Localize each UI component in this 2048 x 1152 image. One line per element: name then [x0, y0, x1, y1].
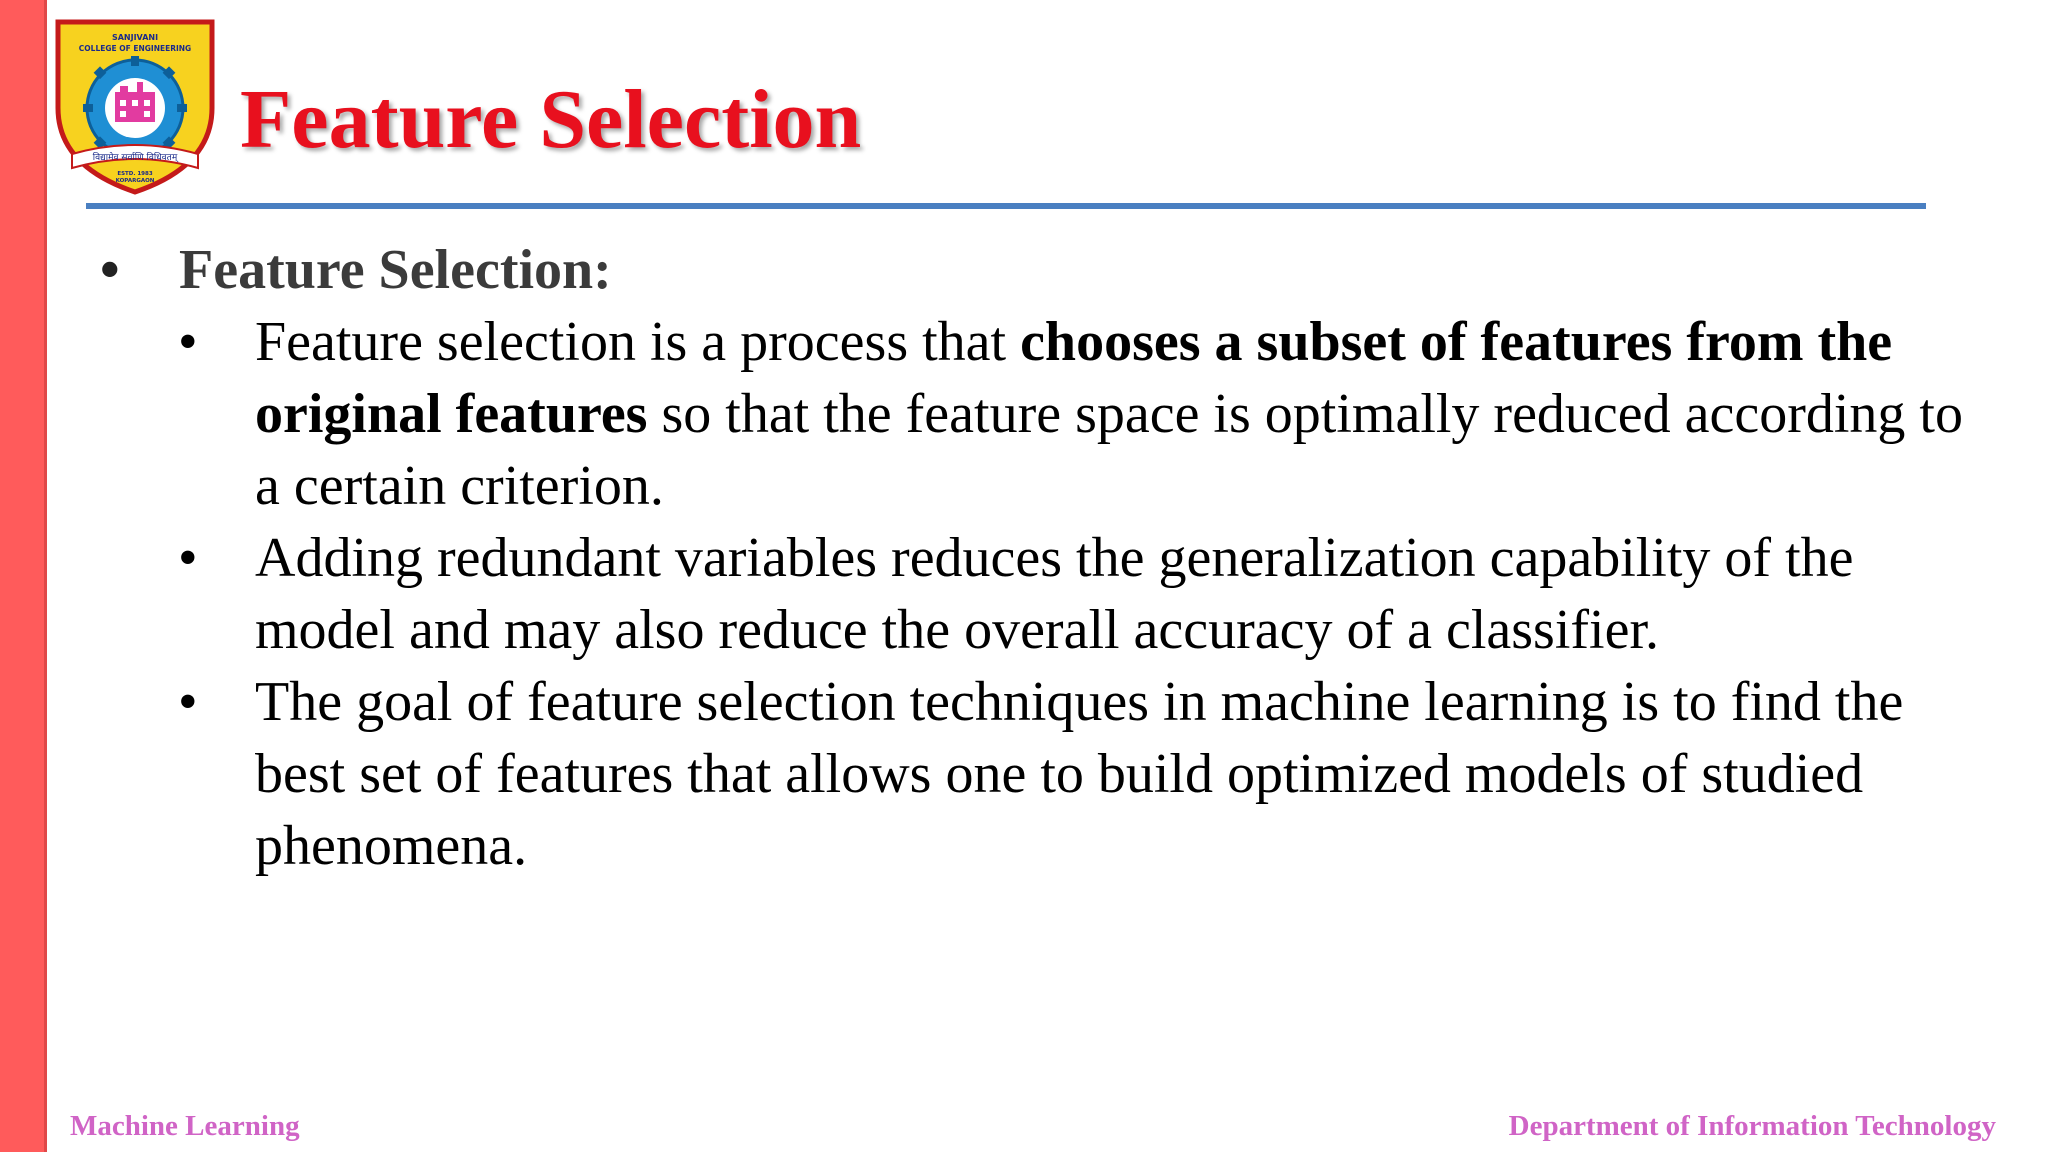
bullet-2-text: Adding redundant variables reduces the generalization capability of the model and may also reduce the overall accuracy of a classifier.: [255, 527, 1854, 661]
logo-place: KOPARGAON: [115, 178, 155, 184]
content-heading: Feature Selection:: [179, 239, 612, 301]
college-logo: [52, 16, 218, 196]
logo-estd: ESTD. 1983: [117, 171, 153, 177]
logo-motto: विद्यामेव सर्वाणि विधिवतम्: [92, 153, 178, 163]
slide-content: [100, 234, 2000, 882]
slide-title: Feature Selection: [240, 73, 862, 166]
bullet-3-text: The goal of feature selection techniques in machine learning is to find the best set of features that allows one to build optimized models of studied phenomena.: [255, 671, 1904, 877]
bullet-dot: •: [100, 239, 120, 301]
title-divider: [86, 203, 1926, 209]
level2-bullet-item-2: [100, 522, 2000, 666]
footer-department: Department of Information Technology: [1508, 1110, 1996, 1142]
bullet-1-text-post: so that the feature space is optimally reduced according to a certain criterion.: [255, 383, 1963, 517]
bullet-dot: •: [178, 671, 198, 733]
bullet-dot: •: [178, 311, 198, 373]
logo-text-line2: COLLEGE OF ENGINEERING: [78, 44, 192, 53]
level2-bullet-item-1: [100, 306, 2000, 522]
footer-course-name: Machine Learning: [70, 1110, 300, 1142]
bullet-dot: •: [178, 527, 198, 589]
level2-bullet-item-3: [100, 666, 2000, 882]
level1-bullet-item: [100, 234, 2000, 306]
bullet-1-text-bold: chooses a subset of features from the original features: [255, 311, 1893, 445]
bullet-1-text-pre: Feature selection is a process that: [255, 311, 1021, 373]
left-accent-bar: [0, 0, 47, 1152]
logo-text-line1: SANJIVANI: [111, 33, 159, 42]
